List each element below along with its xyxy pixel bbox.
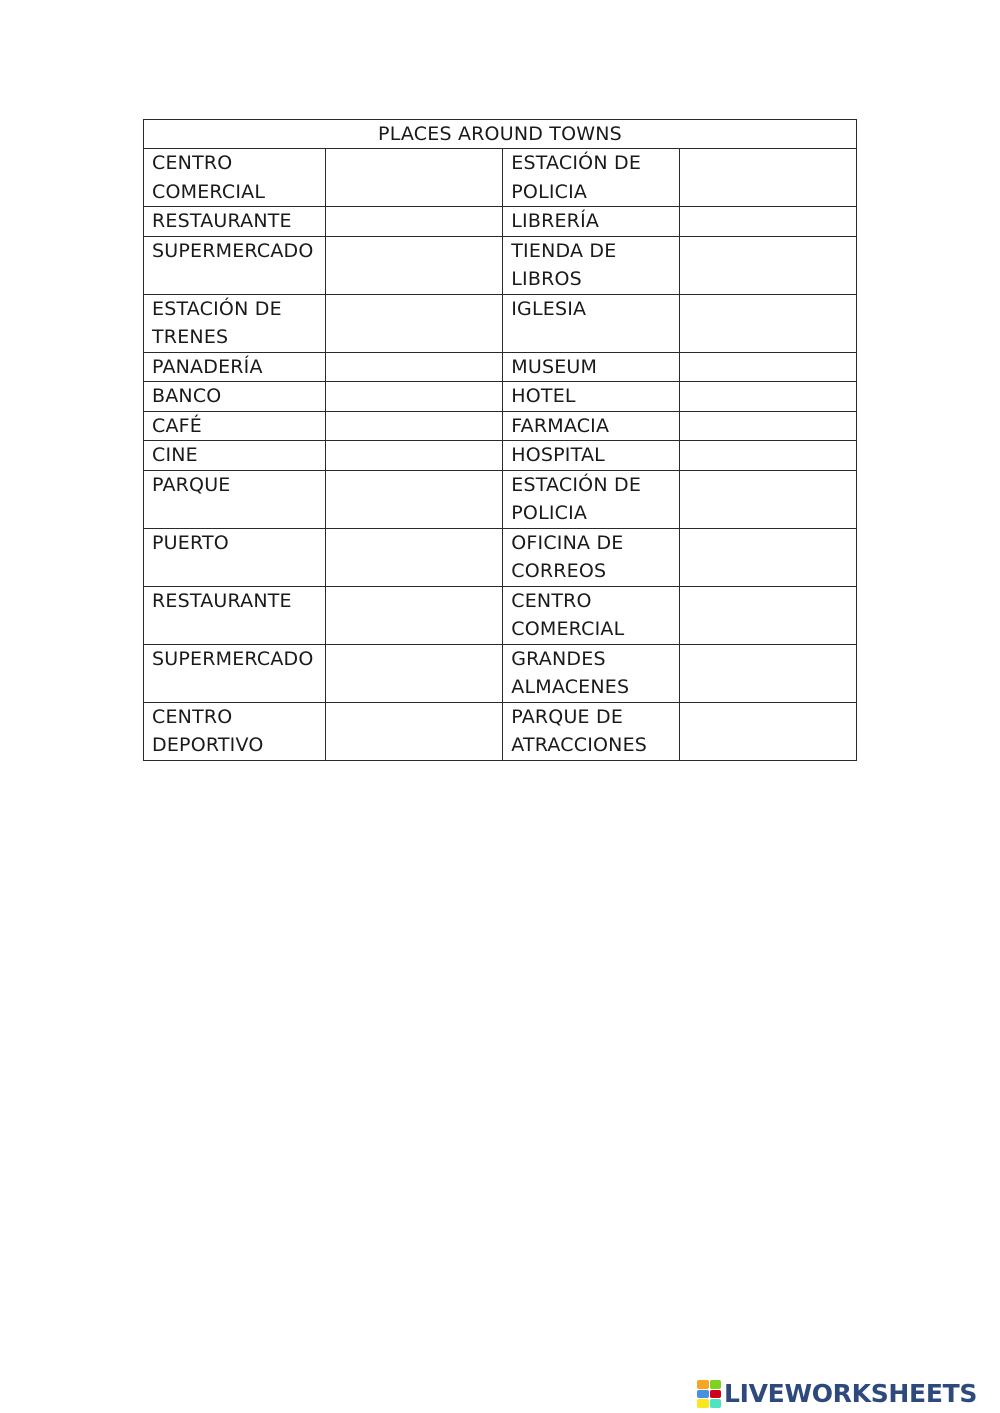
place-label-left: RESTAURANTE <box>144 586 326 644</box>
table-row <box>144 294 857 352</box>
place-label-right: FARMACIA <box>503 411 680 441</box>
place-label-right: MUSEUM <box>503 352 680 382</box>
logo-text: LIVEWORKSHEETS <box>724 1379 978 1408</box>
answer-field-left[interactable] <box>326 236 503 294</box>
place-label-left: ESTACIÓN DE TRENES <box>144 294 326 352</box>
place-label-right: GRANDES ALMACENES <box>503 644 680 702</box>
answer-field-left[interactable] <box>326 382 503 412</box>
table-row <box>144 352 857 382</box>
answer-field-right[interactable] <box>680 702 857 760</box>
place-label-left: SUPERMERCADO <box>144 644 326 702</box>
place-label-left: PUERTO <box>144 528 326 586</box>
logo-mark-square <box>697 1399 709 1408</box>
table-row <box>144 644 857 702</box>
logo-mark-square <box>710 1390 722 1399</box>
place-label-right: ESTACIÓN DE POLICIA <box>503 470 680 528</box>
place-label-right: HOSPITAL <box>503 441 680 471</box>
liveworksheets-logo <box>697 1379 977 1409</box>
table-row <box>144 149 857 207</box>
table-row <box>144 411 857 441</box>
answer-field-right[interactable] <box>680 644 857 702</box>
table-row <box>144 586 857 644</box>
place-label-right: IGLESIA <box>503 294 680 352</box>
table-row <box>144 702 857 760</box>
answer-field-left[interactable] <box>326 586 503 644</box>
answer-field-right[interactable] <box>680 149 857 207</box>
answer-field-right[interactable] <box>680 382 857 412</box>
place-label-left: CAFÉ <box>144 411 326 441</box>
place-label-right: HOTEL <box>503 382 680 412</box>
place-label-right: ESTACIÓN DE POLICIA <box>503 149 680 207</box>
answer-field-right[interactable] <box>680 411 857 441</box>
answer-field-right[interactable] <box>680 236 857 294</box>
table-row <box>144 207 857 237</box>
table-row <box>144 528 857 586</box>
answer-field-right[interactable] <box>680 294 857 352</box>
table-row <box>144 441 857 471</box>
logo-mark-square <box>697 1380 709 1389</box>
answer-field-right[interactable] <box>680 528 857 586</box>
place-label-right: TIENDA DE LIBROS <box>503 236 680 294</box>
answer-field-right[interactable] <box>680 586 857 644</box>
place-label-left: CENTRO COMERCIAL <box>144 149 326 207</box>
place-label-left: PARQUE <box>144 470 326 528</box>
answer-field-left[interactable] <box>326 528 503 586</box>
answer-field-left[interactable] <box>326 441 503 471</box>
table-row <box>144 382 857 412</box>
liveworksheets-logo-icon <box>697 1380 721 1408</box>
answer-field-left[interactable] <box>326 149 503 207</box>
table-row <box>144 470 857 528</box>
answer-field-left[interactable] <box>326 411 503 441</box>
place-label-left: PANADERÍA <box>144 352 326 382</box>
table-title: PLACES AROUND TOWNS <box>144 120 857 149</box>
place-label-right: OFICINA DE CORREOS <box>503 528 680 586</box>
table-title-row <box>144 120 857 149</box>
answer-field-left[interactable] <box>326 644 503 702</box>
place-label-left: CINE <box>144 441 326 471</box>
logo-mark-square <box>697 1390 709 1399</box>
place-label-left: CENTRO DEPORTIVO <box>144 702 326 760</box>
table-body <box>144 149 857 761</box>
answer-field-right[interactable] <box>680 352 857 382</box>
place-label-left: BANCO <box>144 382 326 412</box>
places-table <box>143 119 857 761</box>
answer-field-left[interactable] <box>326 294 503 352</box>
answer-field-left[interactable] <box>326 702 503 760</box>
answer-field-right[interactable] <box>680 207 857 237</box>
answer-field-left[interactable] <box>326 470 503 528</box>
place-label-left: SUPERMERCADO <box>144 236 326 294</box>
answer-field-right[interactable] <box>680 470 857 528</box>
answer-field-left[interactable] <box>326 352 503 382</box>
logo-mark-square <box>710 1380 722 1389</box>
answer-field-right[interactable] <box>680 441 857 471</box>
place-label-right: LIBRERÍA <box>503 207 680 237</box>
table-row <box>144 236 857 294</box>
logo-mark-square <box>710 1399 722 1408</box>
place-label-left: RESTAURANTE <box>144 207 326 237</box>
place-label-right: PARQUE DE ATRACCIONES <box>503 702 680 760</box>
answer-field-left[interactable] <box>326 207 503 237</box>
place-label-right: CENTRO COMERCIAL <box>503 586 680 644</box>
